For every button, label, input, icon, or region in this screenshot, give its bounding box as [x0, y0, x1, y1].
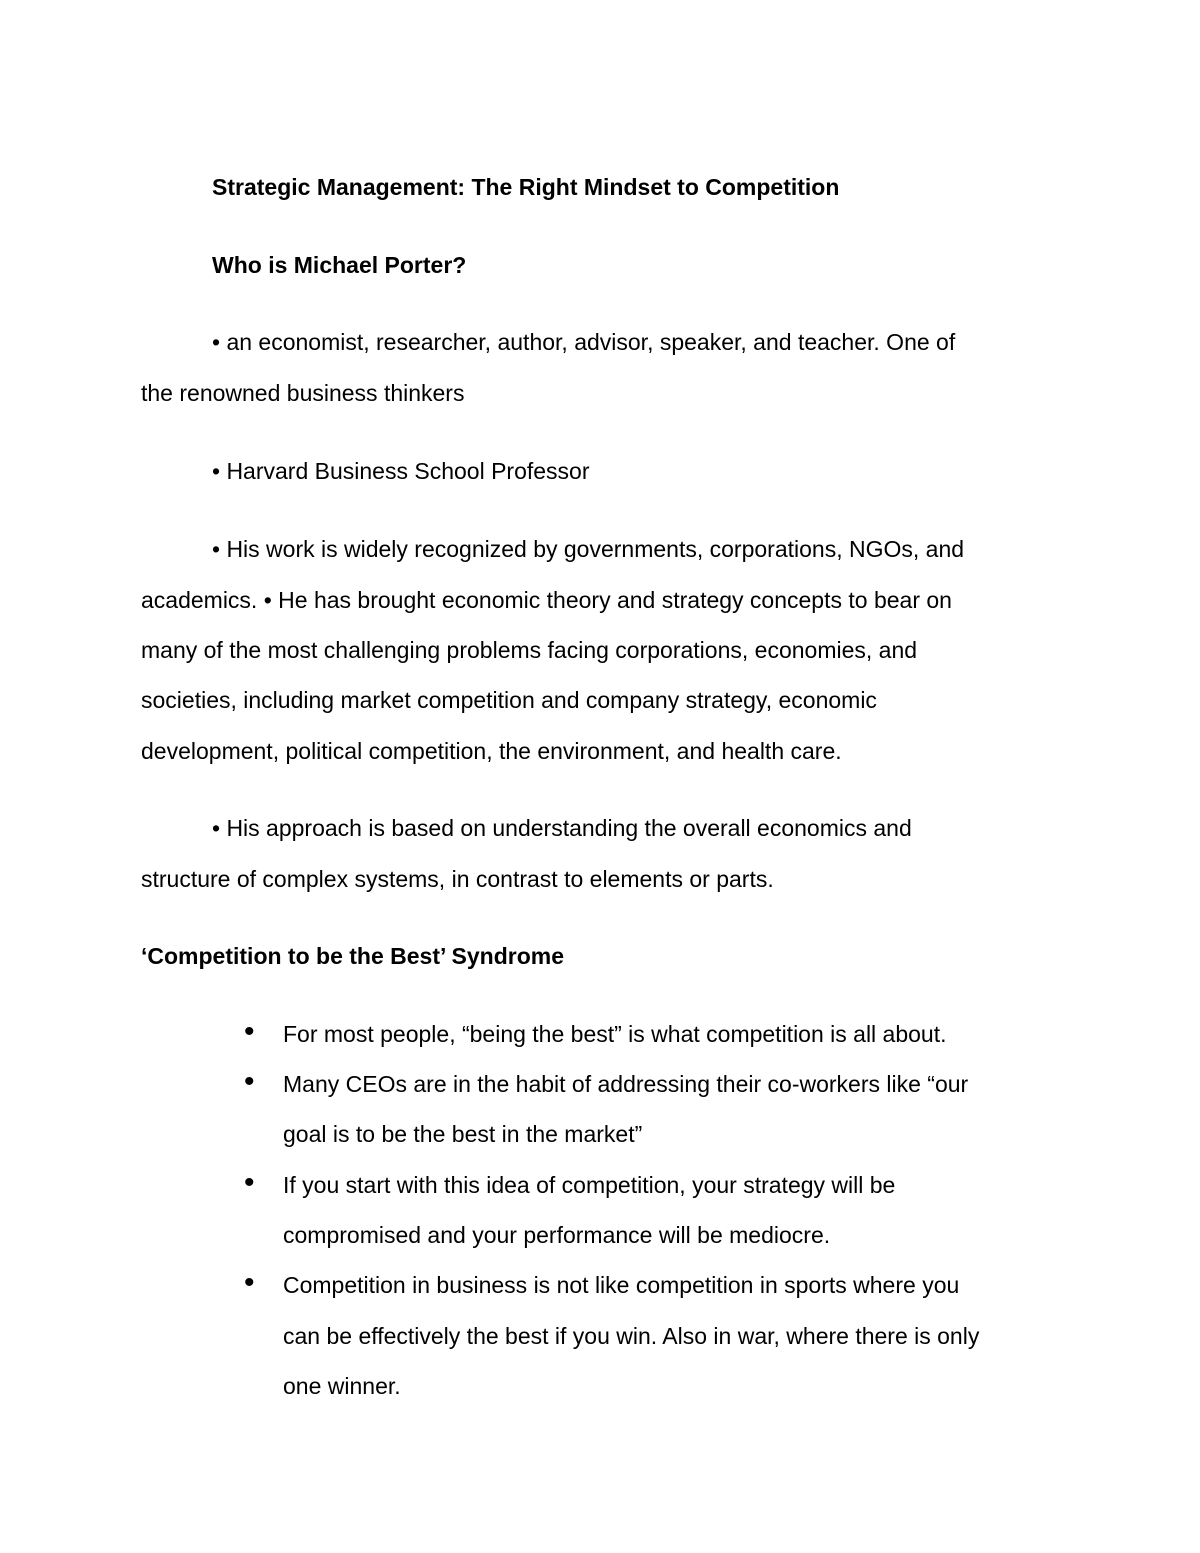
- paragraph-2-line-1: • Harvard Business School Professor: [212, 458, 590, 484]
- paragraph-1-line-2: the renowned business thinkers: [141, 380, 465, 406]
- list-item-4-line-2: can be effectively the best if you win. Also in war, where there is only: [283, 1323, 980, 1349]
- list-bullet-4: •: [244, 1266, 255, 1299]
- paragraph-3-line-3: many of the most challenging problems facing corporations, economies, and: [141, 637, 918, 663]
- paragraph-4-line-2: structure of complex systems, in contrast to elements or parts.: [141, 866, 774, 892]
- section-heading-competition-syndrome: ‘Competition to be the Best’ Syndrome: [141, 943, 564, 969]
- paragraph-3-line-2: academics. • He has brought economic theory and strategy concepts to bear on: [141, 587, 952, 613]
- paragraph-1-line-1: • an economist, researcher, author, advisor, speaker, and teacher. One of: [212, 329, 956, 355]
- section-heading-who-is-porter: Who is Michael Porter?: [212, 252, 467, 278]
- list-item-2-line-1: Many CEOs are in the habit of addressing their co-workers like “our: [283, 1071, 969, 1097]
- paragraph-4-line-1: • His approach is based on understanding the overall economics and: [212, 815, 912, 841]
- document-title: Strategic Management: The Right Mindset to Competition: [212, 174, 840, 200]
- list-bullet-3: •: [244, 1166, 255, 1199]
- list-item-3-line-1: If you start with this idea of competition, your strategy will be: [283, 1172, 896, 1198]
- list-item-1-line-1: For most people, “being the best” is what competition is all about.: [283, 1021, 947, 1047]
- paragraph-3-line-5: development, political competition, the environment, and health care.: [141, 738, 842, 764]
- paragraph-3-line-4: societies, including market competition and company strategy, economic: [141, 687, 877, 713]
- paragraph-3-line-1: • His work is widely recognized by governments, corporations, NGOs, and: [212, 536, 965, 562]
- list-item-4-line-1: Competition in business is not like competition in sports where you: [283, 1272, 960, 1298]
- list-bullet-2: •: [244, 1065, 255, 1098]
- list-item-4-line-3: one winner.: [283, 1373, 401, 1399]
- list-item-2-line-2: goal is to be the best in the market”: [283, 1121, 643, 1147]
- list-item-3-line-2: compromised and your performance will be mediocre.: [283, 1222, 831, 1248]
- list-bullet-1: •: [244, 1015, 255, 1048]
